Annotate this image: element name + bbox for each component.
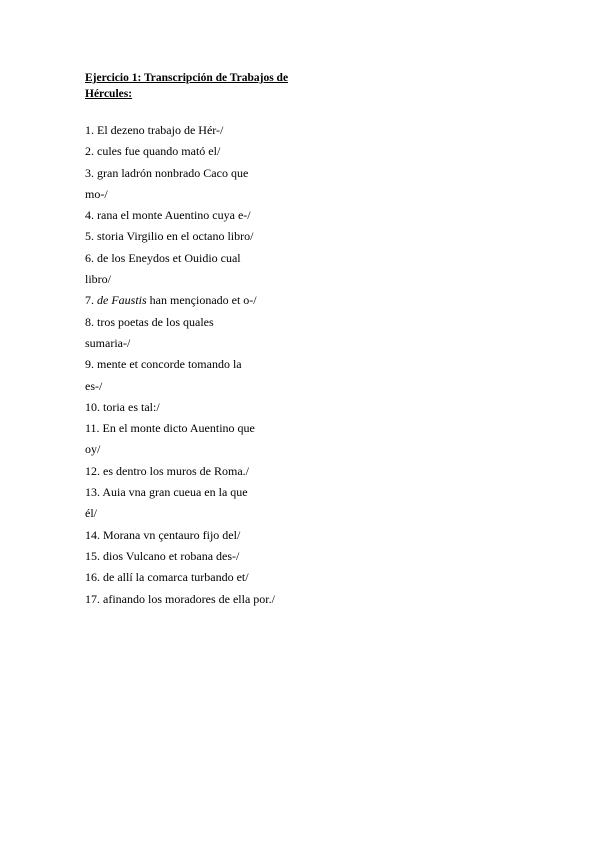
transcription-line: 16. de allí la comarca turbando et/ bbox=[85, 570, 249, 585]
transcription-line: 6. de los Eneydos et Ouidio cual bbox=[85, 250, 241, 265]
transcription-line: 1. El dezeno trabajo de Hér-/ bbox=[85, 123, 224, 137]
transcription-line: 2. cules fue quando mató el/ bbox=[85, 144, 221, 159]
transcription-line: es-/ bbox=[85, 378, 103, 393]
transcription-line: 14. Morana vn çentauro fijo del/ bbox=[85, 527, 241, 542]
transcription-line: libro/ bbox=[85, 272, 111, 287]
line-prefix: 7. bbox=[85, 293, 97, 308]
transcription-line: 5. storia Virgilio en el octano libro/ bbox=[85, 229, 254, 244]
transcription-line: él/ bbox=[85, 506, 97, 521]
transcription-line bbox=[85, 290, 545, 311]
transcription-line: 3. gran ladrón nonbrado Caco que bbox=[85, 165, 249, 180]
transcription-line: oy/ bbox=[85, 442, 101, 457]
document-page bbox=[85, 70, 545, 610]
transcription-line: 9. mente et concorde tomando la bbox=[85, 357, 242, 372]
transcription-lines bbox=[85, 120, 545, 610]
transcription-line: 8. tros poetas de los quales bbox=[85, 314, 214, 329]
transcription-line: 13. Auia vna gran cueua en la que bbox=[85, 485, 248, 500]
transcription-line: mo-/ bbox=[85, 186, 108, 201]
italic-title: de Faustis bbox=[97, 293, 147, 308]
transcription-line: 17. afinando los moradores de ella por./ bbox=[85, 591, 275, 606]
transcription-line: sumaria-/ bbox=[85, 335, 131, 350]
transcription-line: 4. rana el monte Auentino cuya e-/ bbox=[85, 208, 251, 223]
transcription-line: 11. En el monte dicto Auentino que bbox=[85, 421, 255, 436]
transcription-line: 15. dios Vulcano et robana des-/ bbox=[85, 548, 240, 563]
line-suffix: han mençionado et o-/ bbox=[146, 293, 257, 308]
transcription-line: 12. es dentro los muros de Roma./ bbox=[85, 463, 249, 478]
exercise-title: Ejercicio 1: Transcripción de Trabajos de Hércules: bbox=[85, 72, 289, 100]
transcription-line: 10. toria es tal:/ bbox=[85, 399, 160, 414]
